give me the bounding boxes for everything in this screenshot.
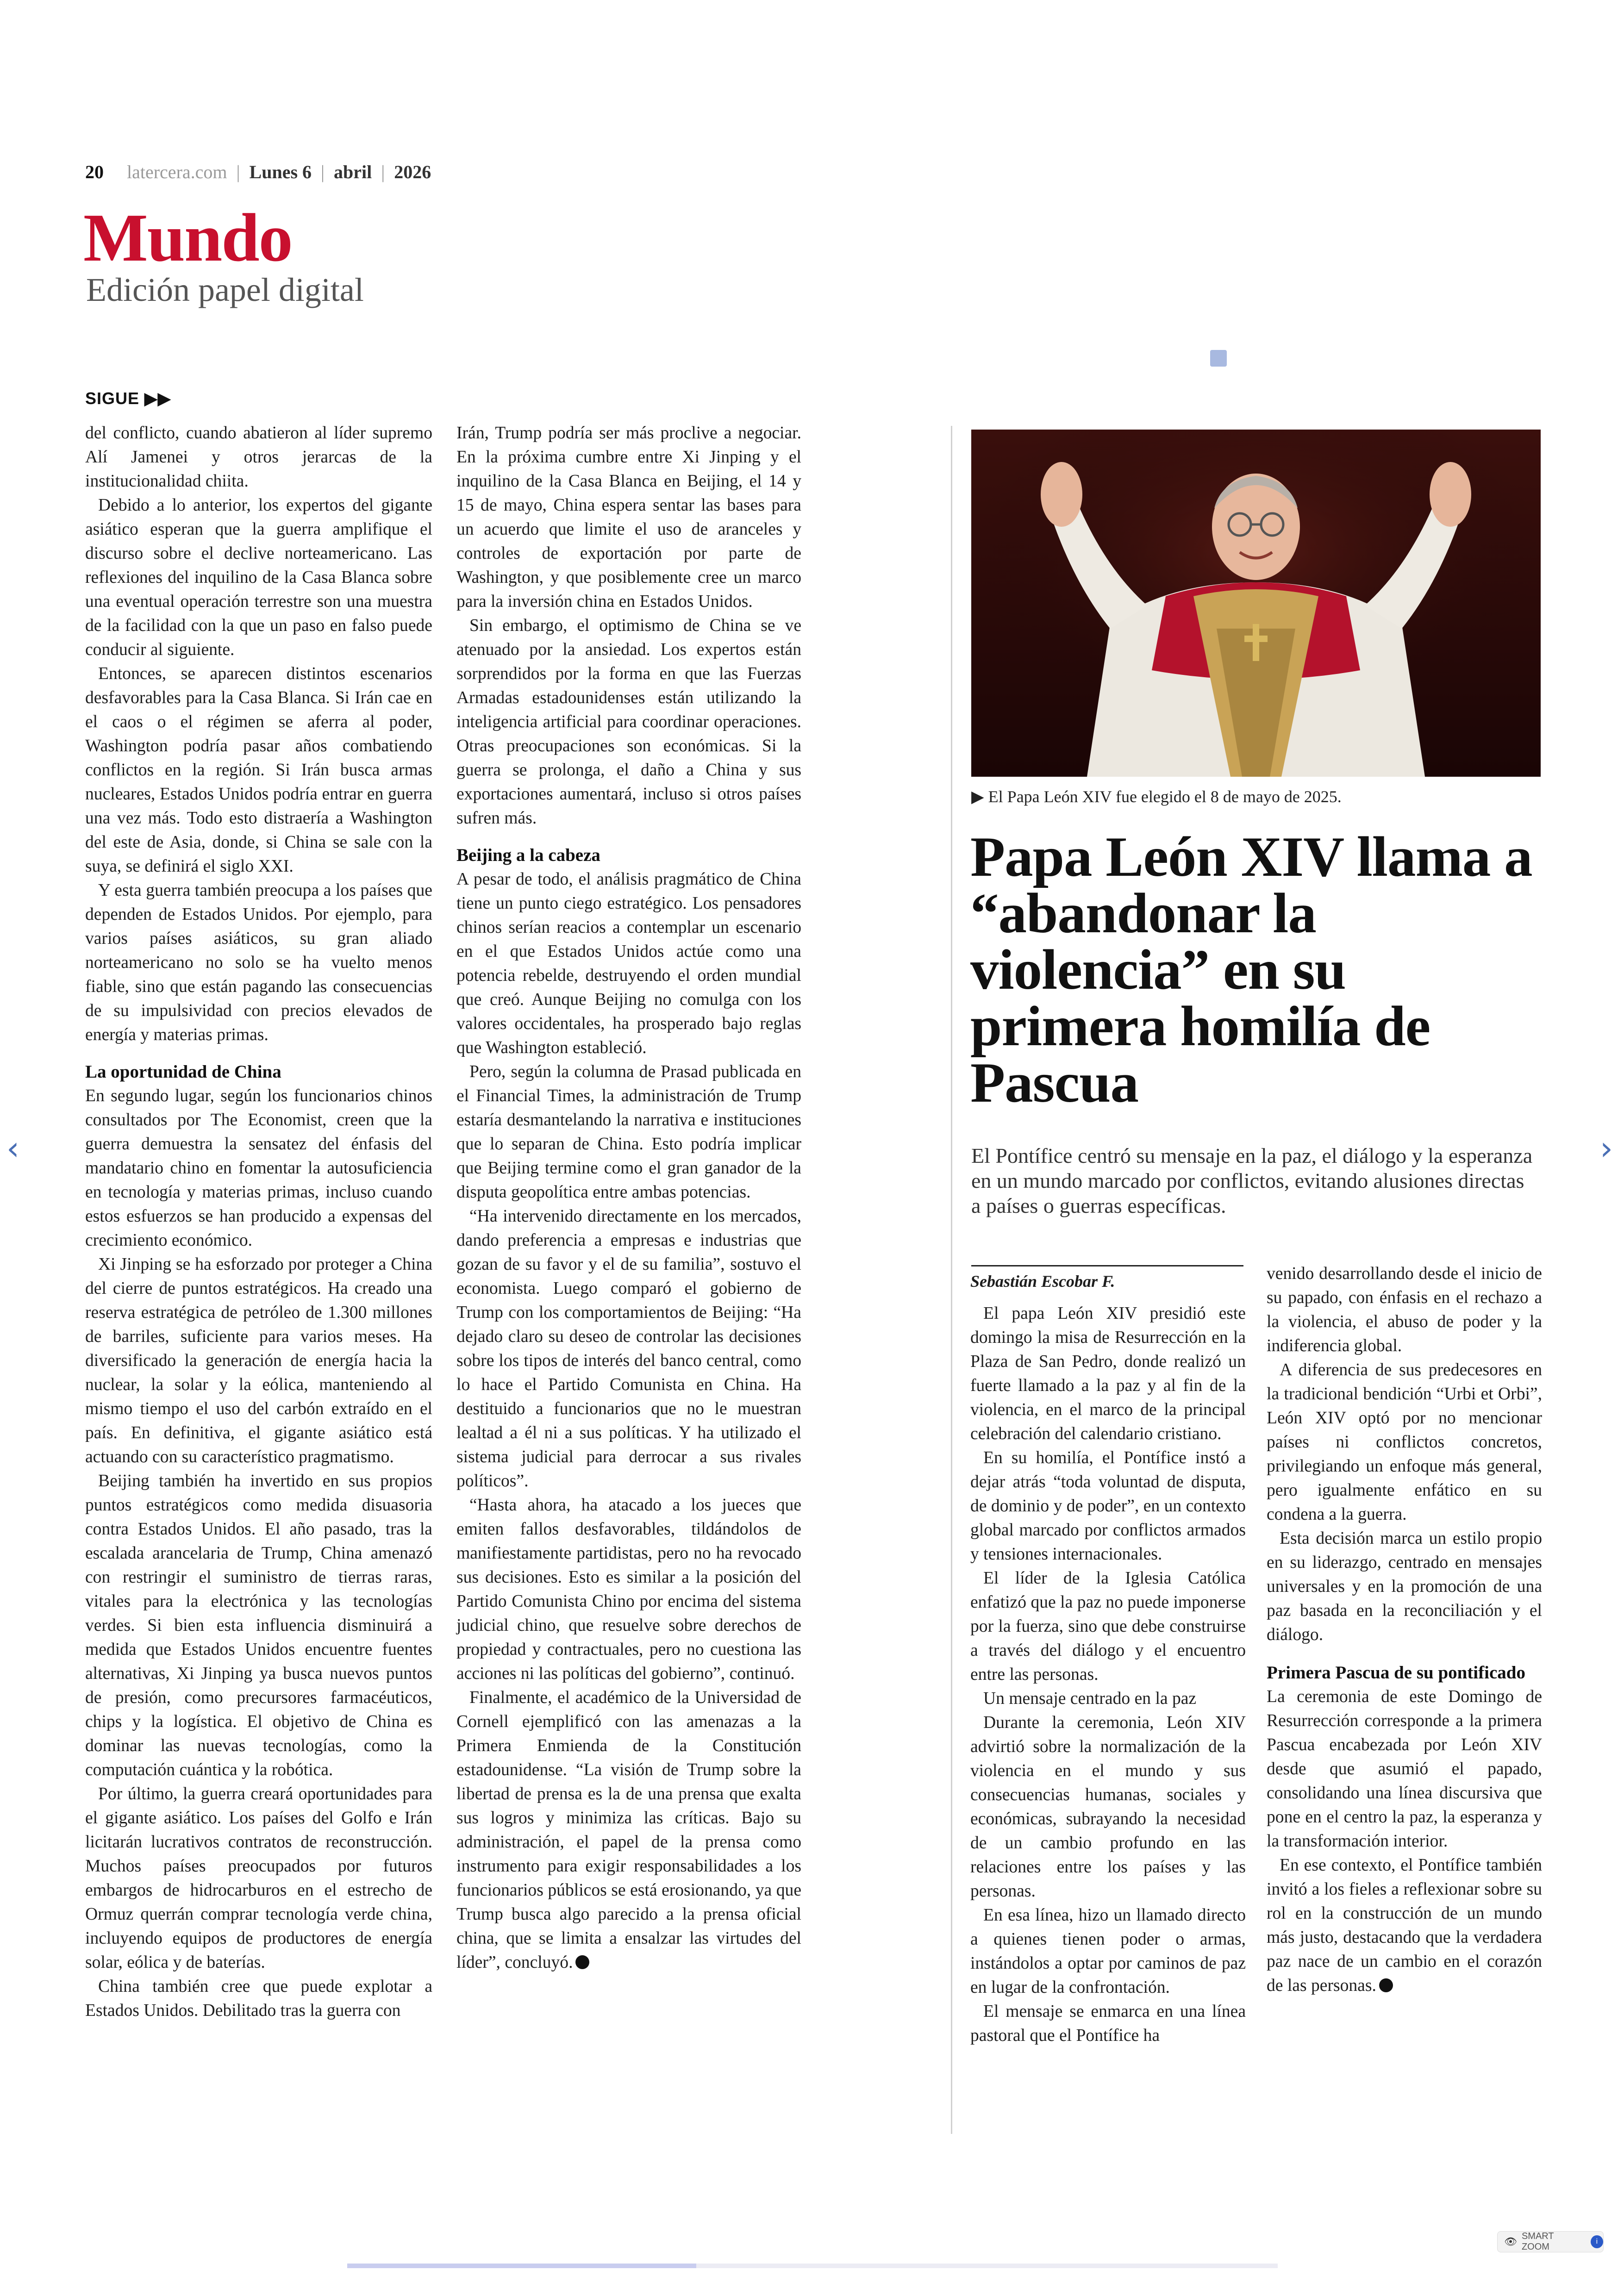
paragraph: La ceremonia de este Domingo de Resurrección corresponde a la primera Pascua encabezada por León XIV desde que asumió el papado, consolidando una línea discursiva que pone en el centro la paz, la esperanza y la transformación interior. [1267,1687,1542,1851]
end-mark-icon [575,1955,589,1969]
paragraph: “Ha intervenido directamente en los mercados, dando preferencia a empresas e industrias que gozan de su favor y el de su familia”, sostuvo el economista. Luego comparó el gobierno de Trump con los comportamientos de Beijing: “Ha dejado claro su deseo de controlar las decisiones sobre los tipos de interés del banco central, como lo hace el Partido Comunista en China. Ha destituido a funcionarios que no le muestran lealtad a él ni a sus políticas. Y ha utilizado el sistema judicial para derrocar a sus rivales políticos”. [456,1207,801,1491]
paragraph: El papa León XIV presidió este domingo la misa de Resurrección en la Plaza de San Pedro, donde realizó un fuerte llamado a la paz y al fin de la violencia, en el marco de la principal celebración del calendario cristiano. [970,1304,1246,1443]
site-name: latercera.com [127,162,227,182]
page-header [85,161,431,183]
header-separator: | [236,162,240,182]
right-article-column-2 [1267,1262,1542,1998]
header-year: 2026 [394,162,431,182]
paragraph [1267,1853,1542,1998]
smart-zoom-button[interactable] [1497,2231,1604,2252]
subheading: Primera Pascua de su pontificado [1267,1663,1525,1683]
article-headline: Papa León XIV llama a “abandonar la violencia” en su primera homilía de Pascua [970,825,1532,1114]
header-separator: | [321,162,325,182]
paragraph: El líder de la Iglesia Católica enfatizó que la paz no puede imponerse por la fuerza, sino que debe construirse a través del diálogo y el encuentro entre las personas. [970,1569,1246,1684]
paragraph: Un mensaje centrado en la paz [983,1689,1197,1708]
paragraph: Y esta guerra también preocupa a los países que dependen de Estados Unidos. Por ejemplo, para varios países asiáticos, su gran aliado norteamericano no solo se ha vuelto menos fiable, sino que están pagando las consecuencias de su impulsividad con precios elevados de energía y materias primas. [85,881,432,1044]
previous-page-icon[interactable]: ‹ [6,1129,19,1167]
paragraph: Durante la ceremonia, León XIV advirtió sobre la normalización de la violencia en el mundo y sus consecuencias humanas, sociales y económicas, subrayando la necesidad de un cambio profundo en las relaciones entre los países y las personas. [970,1713,1246,1901]
bookmark-icon[interactable] [1210,350,1227,367]
paragraph: El mensaje se enmarca en una línea pastoral que el Pontífice ha [970,2002,1246,2045]
paragraph: Irán, Trump podría ser más proclive a negociar. En la próxima cumbre entre Xi Jinping y el inquilino de la Casa Blanca en Beijing, el 14 y 15 de mayo, China espera sentar las bases para un acuerdo que limite el uso de aranceles y controles de exportación por parte de Washington, y que posiblemente cree un marco para la inversión china en Estados Unidos. [456,424,801,611]
smart-zoom-label: SMART ZOOM [1521,2231,1554,2252]
paragraph: En segundo lugar, según los funcionarios chinos consultados por The Economist, creen que la guerra demuestra la sensatez del énfasis del mandatario chino en fomentar la autosuficiencia en tecnología y materias primas, incluso cuando estos esfuerzos se han producido a expensas del crecimiento económico. [85,1086,432,1250]
paragraph: Debido a lo anterior, los expertos del gigante asiático esperan que la guerra amplifique el discurso sobre el declive norteamericano. Las reflexiones del inquilino de la Casa Blanca sobre una eventual operación terrestre son una muestra de la facilidad con la que un paso en falso puede conducir al siguiente. [85,496,432,659]
info-badge-icon: i [1591,2235,1603,2248]
paragraph: Entonces, se aparecen distintos escenarios desfavorables para la Casa Blanca. Si Irán cae en el caos o el régimen se aferra al poder, Washington podría pasar años combatiendo conflictos en la región. Si Irán busca armas nucleares, Estados Unidos podría entrar en guerra una vez más. Todo esto distraería a Washington del este de Asia, donde, si China se sale con la suya, se definirá el siglo XXI. [85,664,432,876]
pope-photo-illustration [971,430,1541,777]
section-subtitle: Edición papel digital [86,271,364,308]
header-day: Lunes 6 [249,162,312,182]
page-number: 20 [85,162,104,182]
paragraph: del conflicto, cuando abatieron al líder supremo Alí Jamenei y otros jerarcas de la institucionalidad chiita. [85,424,432,491]
paragraph [456,1686,801,1975]
pope-photo [971,430,1541,777]
right-article-column-1 [970,1264,1246,2048]
paragraph: Por último, la guerra creará oportunidades para el gigante asiático. Los países del Golfo e Irán licitarán lucrativos contratos de reconstrucción. Muchos países preocupados por futuros embargos de hidrocarburos en el estrecho de Ormuz querrán comprar tecnología verde china, incluyendo equipos de productores de energía solar, eólica y de baterías. [85,1784,432,1972]
reading-progress-fill [347,2264,696,2268]
photo-caption: ▶ El Papa León XIV fue elegido el 8 de mayo de 2025. [971,787,1342,806]
eye-icon: 👁 [1504,2236,1517,2248]
final-paragraph-text: Finalmente, el académico de la Universidad de Cornell ejemplificó con las amenazas a la Primera Enmienda de la Constitución estadounidense. “La visión de Trump sobre la libertad de prensa es la de una prensa que exalta sus logros y minimiza las críticas. Bajo su administración, el papel de la prensa como instrumento para exigir responsabilidades a los funcionarios públicos se está erosionando, ya que Trump busca algo parecido a la prensa oficial china, que se limita a ensalzar las virtudes del líder”, concluyó. [456,1688,801,1972]
byline: Sebastián Escobar F. [970,1272,1115,1291]
final-paragraph-text: En ese contexto, el Pontífice también invitó a los fieles a reflexionar sobre su rol en la construcción de un mundo más justo, destacando que la verdadera paz nace de un cambio en el corazón de las personas. [1267,1856,1542,1995]
paragraph: “Hasta ahora, ha atacado a los jueces que emiten fallos desfavorables, tildándolos de manifiestamente partidistas, pero no ha revocado sus decisiones. Esto es similar a la posición del Partido Comunista Chino por encima del sistema judicial chino, que resuelve sobre derechos de propiedad y contractuales, pero no cuestiona las acciones ni las políticas del gobierno”, continuó. [456,1496,801,1683]
paragraph: China también cree que puede explotar a Estados Unidos. Debilitado tras la guerra con [85,1977,432,2020]
header-separator: | [381,162,385,182]
paragraph: A diferencia de sus predecesores en la tradicional bendición “Urbi et Orbi”, León XIV optó por no mencionar países ni conflictos concretos, privilegiando un enfoque más general, pero igualmente enfático en su condena a la guerra. [1267,1360,1542,1524]
paragraph: Sin embargo, el optimismo de China se ve atenuado por la ansiedad. Los expertos están sorprendidos por la forma en que las Fuerzas Armadas estadounidenses están utilizando la inteligencia artificial para coordinar operaciones. Otras preocupaciones son económicas. Si la guerra se prolonga, el daño a China y sus exportaciones aumentará, incluso si otros países sufren más. [456,616,801,828]
subheading: Beijing a la cabeza [456,845,600,865]
header-month: abril [334,162,372,182]
left-article-column-2 [456,421,801,1975]
paragraph: Pero, según la columna de Prasad publicada en el Financial Times, la administración de Trump estaría desmantelando la narrativa e instituciones que lo separan de China. Esto podría implicar que Beijing termine como el gran ganador de la disputa geopolítica entre ambas potencias. [456,1062,801,1202]
paragraph: A pesar de todo, el análisis pragmático de China tiene un punto ciego estratégico. Los pensadores chinos serían reacios a contemplar un escenario en el que Estados Unidos actúe como una potencia rebelde, destruyendo el orden mundial que creó. Aunque Beijing no comulga con los valores occidentales, ha prosperado bajo reglas que Washington estableció. [456,870,801,1057]
paragraph: Beijing también ha invertido en sus propios puntos estratégicos como medida disuasoria contra Estados Unidos. El año pasado, tras la escalada arancelaria de Trump, China amenazó con restringir el suministro de tierras raras, vitales para la electrónica y las tecnologías verdes. Si bien esta influencia disminuirá a medida que Estados Unidos encuentre fuentes alternativas, Xi Jinping ya busca nuevos puntos de presión, como precursores farmacéuticos, chips y la logística. El objetivo de China es dominar las nuevas tecnologías, como la computación cuántica y la robótica. [85,1472,432,1779]
paragraph: Esta decisión marca un estilo propio en su liderazgo, centrado en mensajes universales y en la promoción de una paz basada en la reconciliación y el diálogo. [1267,1529,1542,1644]
next-page-icon[interactable]: › [1600,1129,1613,1167]
section-title: Mundo [83,200,292,276]
column-divider [951,426,952,2134]
continued-label: SIGUE ▶▶ [85,389,171,408]
paragraph: venido desarrollando desde el inicio de su papado, con énfasis en el rechazo a la violencia, el abuso de poder y la indiferencia global. [1267,1264,1542,1355]
end-mark-icon [1379,1978,1393,1992]
paragraph: En esa línea, hizo un llamado directo a quienes tienen poder o armas, instándolos a optar por caminos de paz en lugar de la confrontación. [970,1906,1246,1997]
paragraph: En su homilía, el Pontífice instó a dejar atrás “toda voluntad de disputa, de dominio y de poder”, en un contexto global marcado por conflictos armados y tensiones internacionales. [970,1448,1246,1564]
left-article-column-1 [85,421,432,2023]
subheading: La oportunidad de China [85,1062,281,1082]
article-deck: El Pontífice centró su mensaje en la paz, el diálogo y la esperanza en un mundo marcado por conflictos, evitando alusiones directas a países o guerras específicas. [971,1144,1533,1217]
paragraph: Xi Jinping se ha esforzado por proteger a China del cierre de puntos estratégicos. Ha creado una reserva estratégica de petróleo de 1.300 millones de barriles, suficiente para varios meses. Ha diversificado la generación de energía hacia la nuclear, la solar y la eólica, manteniendo al mismo tiempo el uso del carbón extraído en el país. En definitiva, el gigante asiático está actuando con su característico pragmatismo. [85,1255,432,1466]
